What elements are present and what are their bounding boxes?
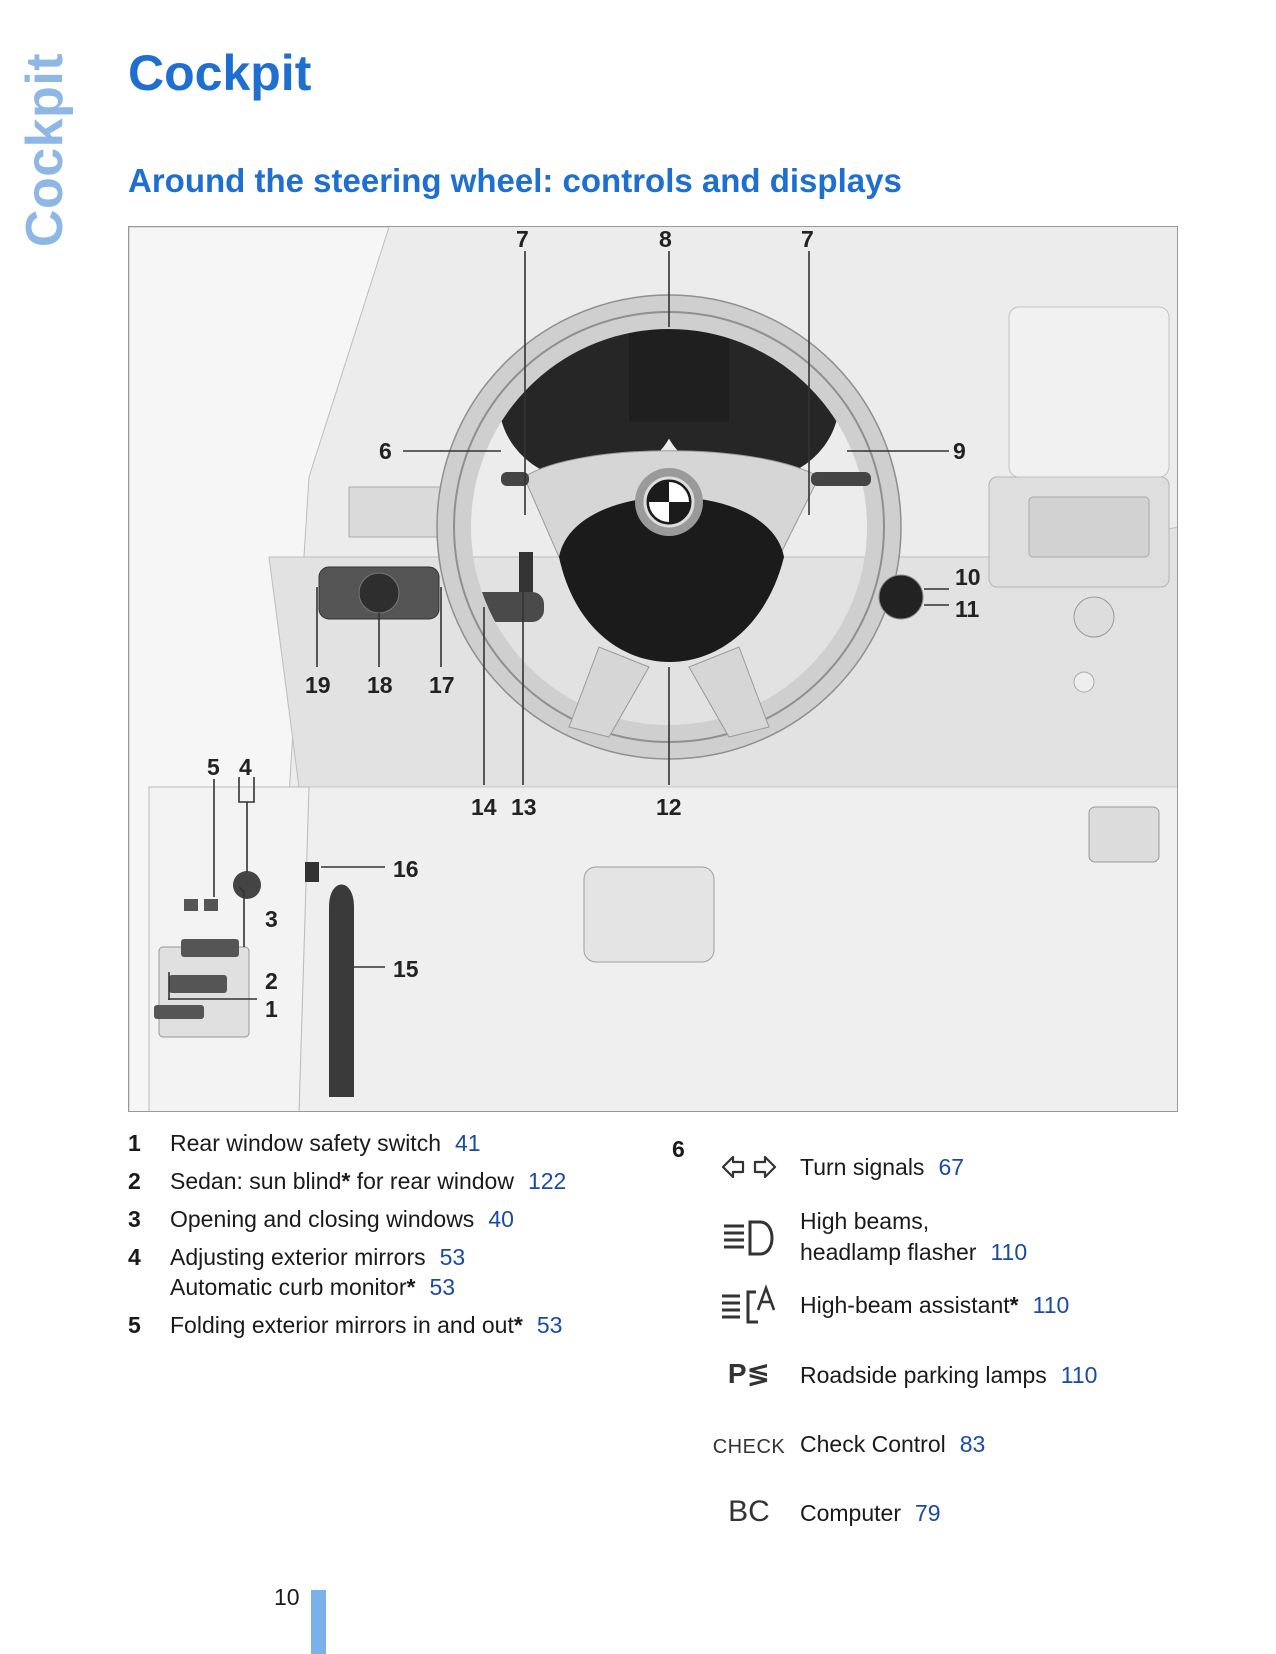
callout-7-left: 7 — [516, 227, 529, 252]
high-beams-icon — [712, 1218, 786, 1266]
item-number: 3 — [128, 1206, 141, 1232]
page-ref-link[interactable]: 110 — [1032, 1292, 1070, 1318]
symbol-row-check-control — [712, 1429, 1192, 1460]
callout-6: 6 — [379, 438, 392, 464]
callout-16: 16 — [393, 856, 419, 882]
symbol-label: Roadside parking lamps — [800, 1362, 1047, 1388]
callout-10: 10 — [955, 564, 981, 590]
symbol-label: High beams, — [800, 1208, 930, 1234]
page-ref-link[interactable]: 122 — [527, 1168, 567, 1194]
optional-star: * — [341, 1168, 351, 1194]
symbol-label-cont: headlamp flasher — [800, 1239, 977, 1265]
symbol-row-high-beam-assistant — [712, 1290, 1192, 1321]
page-ref-link[interactable]: 83 — [959, 1431, 986, 1457]
item-text: Rear window safety switch — [170, 1130, 441, 1156]
optional-star: * — [513, 1312, 523, 1338]
item-number: 1 — [128, 1130, 141, 1156]
item-number: 5 — [128, 1312, 141, 1338]
item-text-cont: for rear window — [350, 1168, 514, 1194]
section-title: Around the steering wheel: controls and displays — [128, 162, 902, 199]
optional-star: * — [1009, 1292, 1019, 1318]
page-number: 10 — [274, 1584, 300, 1610]
computer-icon: BC — [728, 1495, 770, 1528]
callout-4: 4 — [239, 754, 252, 780]
page-ref-link[interactable]: 40 — [488, 1206, 514, 1232]
list-item — [128, 1310, 628, 1340]
callout-15: 15 — [393, 956, 419, 982]
item-number: 2 — [128, 1168, 141, 1194]
page-ref-link[interactable]: 79 — [914, 1500, 941, 1526]
page-ref-link[interactable]: 110 — [990, 1239, 1028, 1265]
item-text: Opening and closing windows — [170, 1206, 475, 1232]
page-ref-link[interactable]: 41 — [455, 1130, 481, 1156]
optional-star: * — [406, 1274, 416, 1300]
callout-12: 12 — [656, 794, 682, 820]
turn-signals-icon — [712, 1154, 786, 1188]
callout-2: 2 — [265, 968, 278, 994]
symbol-label: Computer — [800, 1500, 901, 1526]
symbol-row-computer — [712, 1495, 1192, 1529]
item-text: Sedan: sun blind — [170, 1168, 342, 1194]
parking-lamps-icon: P≶ — [727, 1358, 771, 1389]
check-control-icon: CHECK — [712, 1436, 786, 1458]
list-item — [128, 1242, 628, 1302]
callout-9: 9 — [953, 438, 966, 464]
symbol-row-high-beams — [712, 1206, 1192, 1268]
page-title: Cockpit — [128, 45, 312, 101]
list-item — [128, 1204, 628, 1234]
symbol-label: Check Control — [800, 1431, 946, 1457]
page-ref-link[interactable]: 53 — [439, 1244, 466, 1270]
page-ref-link[interactable]: 53 — [429, 1274, 456, 1300]
callout-19: 19 — [305, 672, 331, 698]
callout-7-right: 7 — [801, 227, 814, 252]
callout-5: 5 — [207, 754, 220, 780]
page-ref-link[interactable]: 67 — [938, 1154, 965, 1180]
item-text: Adjusting exterior mirrors — [170, 1244, 426, 1270]
page-ref-link[interactable]: 110 — [1060, 1362, 1098, 1388]
side-tab-label: Cockpit — [16, 52, 74, 248]
list-item — [128, 1166, 628, 1196]
callout-17: 17 — [429, 672, 455, 698]
controls-list — [128, 1128, 628, 1348]
item-text: Automatic curb monitor — [170, 1274, 407, 1300]
callout-8: 8 — [659, 227, 672, 252]
side-tab — [14, 40, 76, 260]
list-item — [128, 1128, 628, 1158]
symbol-label: Turn signals — [800, 1154, 925, 1180]
callout-11: 11 — [955, 596, 980, 622]
item-text: Folding exterior mirrors in and out — [170, 1312, 514, 1338]
symbol-row-turn-signals — [712, 1152, 1192, 1183]
high-beam-assistant-icon — [712, 1284, 786, 1334]
callout-13: 13 — [511, 794, 537, 820]
callout-1: 1 — [265, 996, 278, 1022]
callout-14: 14 — [471, 794, 497, 820]
callout-3: 3 — [265, 906, 278, 932]
cockpit-illustration — [128, 226, 1178, 1112]
cockpit-drawing — [129, 227, 1178, 1112]
page-ref-link[interactable]: 53 — [536, 1312, 563, 1338]
symbol-row-parking-lamps — [712, 1360, 1192, 1391]
symbol-label: High-beam assistant — [800, 1292, 1010, 1318]
callout-18: 18 — [367, 672, 393, 698]
page-marker-bar — [311, 1590, 326, 1654]
item-number: 4 — [128, 1244, 141, 1270]
item-number-6: 6 — [672, 1136, 685, 1162]
